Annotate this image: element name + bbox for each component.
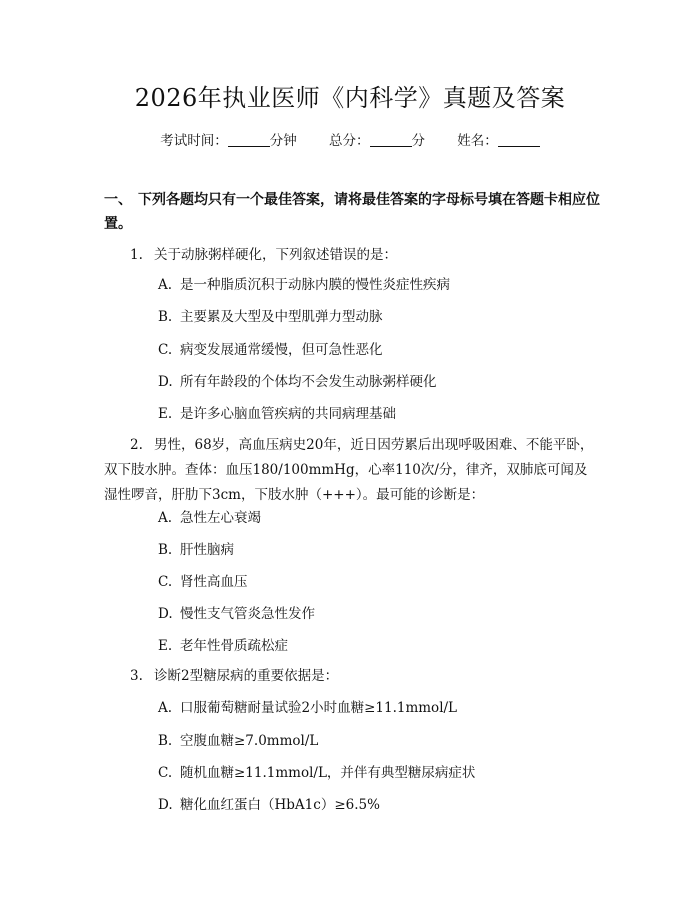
question-3-option-c — [158, 761, 598, 785]
score-unit: 分 — [411, 133, 425, 149]
option-letter: E. — [158, 638, 173, 654]
option-text: 口服葡萄糖耐量试验2小时血糖≥11.1mmol/L — [180, 700, 458, 716]
name-blank — [498, 132, 540, 147]
option-text: 急性左心衰竭 — [180, 510, 261, 526]
option-letter: D. — [158, 374, 173, 390]
question-text: 男性，68岁，高血压病史20年，近日因劳累后出现呼吸困难、不能平卧，双下肢水肿。查体：血压180/100mmHg，心率110次/分，律齐，双肺底可闻及湿性啰音，肝肋下3cm，下肢水肿（+++）。最可能的诊断是： — [104, 437, 594, 503]
question-text: 诊断2型糖尿病的重要依据是： — [154, 668, 339, 684]
score-blank — [370, 132, 412, 147]
option-text: 主要累及大型及中型肌弹力型动脉 — [180, 309, 383, 325]
name-field — [457, 130, 540, 152]
time-unit: 分钟 — [269, 133, 297, 149]
option-text: 病变发展通常缓慢，但可急性恶化 — [180, 342, 383, 358]
question-3-option-b — [158, 729, 598, 753]
question-1-stem — [104, 243, 600, 268]
question-2-option-d — [158, 602, 598, 626]
option-text: 慢性支气管炎急性发作 — [180, 606, 315, 622]
option-letter: D. — [158, 797, 173, 813]
option-letter: B. — [158, 542, 173, 558]
option-letter: C. — [158, 574, 173, 590]
question-number: 1. — [130, 247, 143, 263]
time-blank — [228, 132, 270, 147]
question-1-option-d — [158, 370, 598, 394]
time-field — [160, 130, 297, 152]
option-text: 是一种脂质沉积于动脉内膜的慢性炎症性疾病 — [180, 277, 450, 293]
question-3-option-a — [158, 696, 598, 720]
option-text: 老年性骨质疏松症 — [180, 638, 288, 654]
question-3-stem — [104, 664, 600, 689]
option-text: 所有年龄段的个体均不会发生动脉粥样硬化 — [180, 374, 437, 390]
option-letter: B. — [158, 733, 173, 749]
question-2-option-a — [158, 506, 598, 530]
section-text: 下列各题均只有一个最佳答案，请将最佳答案的字母标号填在答题卡相应位置。 — [104, 192, 600, 232]
option-letter: D. — [158, 606, 173, 622]
question-3-option-d — [158, 793, 598, 817]
question-2-option-c — [158, 570, 598, 594]
option-text: 随机血糖≥11.1mmol/L，并伴有典型糖尿病症状 — [180, 765, 476, 781]
question-1-option-e — [158, 402, 598, 426]
exam-meta — [0, 130, 700, 152]
question-1-option-c — [158, 338, 598, 362]
name-label: 姓名： — [457, 133, 498, 149]
option-text: 空腹血糖≥7.0mmol/L — [180, 733, 319, 749]
time-label: 考试时间： — [160, 133, 228, 149]
score-label: 总分： — [329, 133, 370, 149]
option-text: 糖化血红蛋白（HbA1c）≥6.5% — [180, 797, 380, 813]
score-field — [329, 130, 425, 152]
option-text: 肾性高血压 — [180, 574, 248, 590]
question-2-stem — [104, 433, 600, 508]
question-number: 3. — [130, 668, 143, 684]
option-letter: A. — [158, 510, 173, 526]
exam-title: 2026年执业医师《内科学》真题及答案 — [134, 84, 566, 112]
option-letter: E. — [158, 406, 173, 422]
question-1-option-a — [158, 273, 598, 297]
option-letter: C. — [158, 765, 173, 781]
option-letter: A. — [158, 700, 173, 716]
question-2-option-e — [158, 634, 598, 658]
question-1-option-b — [158, 305, 598, 329]
section-number: 一、 — [104, 192, 132, 208]
option-letter: B. — [158, 309, 173, 325]
question-text: 关于动脉粥样硬化，下列叙述错误的是： — [154, 247, 397, 263]
option-text: 是许多心脑血管疾病的共同病理基础 — [180, 406, 396, 422]
option-text: 肝性脑病 — [180, 542, 234, 558]
option-letter: A. — [158, 277, 173, 293]
question-2-option-b — [158, 538, 598, 562]
option-letter: C. — [158, 342, 173, 358]
section-heading — [104, 188, 604, 236]
question-number: 2. — [130, 437, 143, 453]
